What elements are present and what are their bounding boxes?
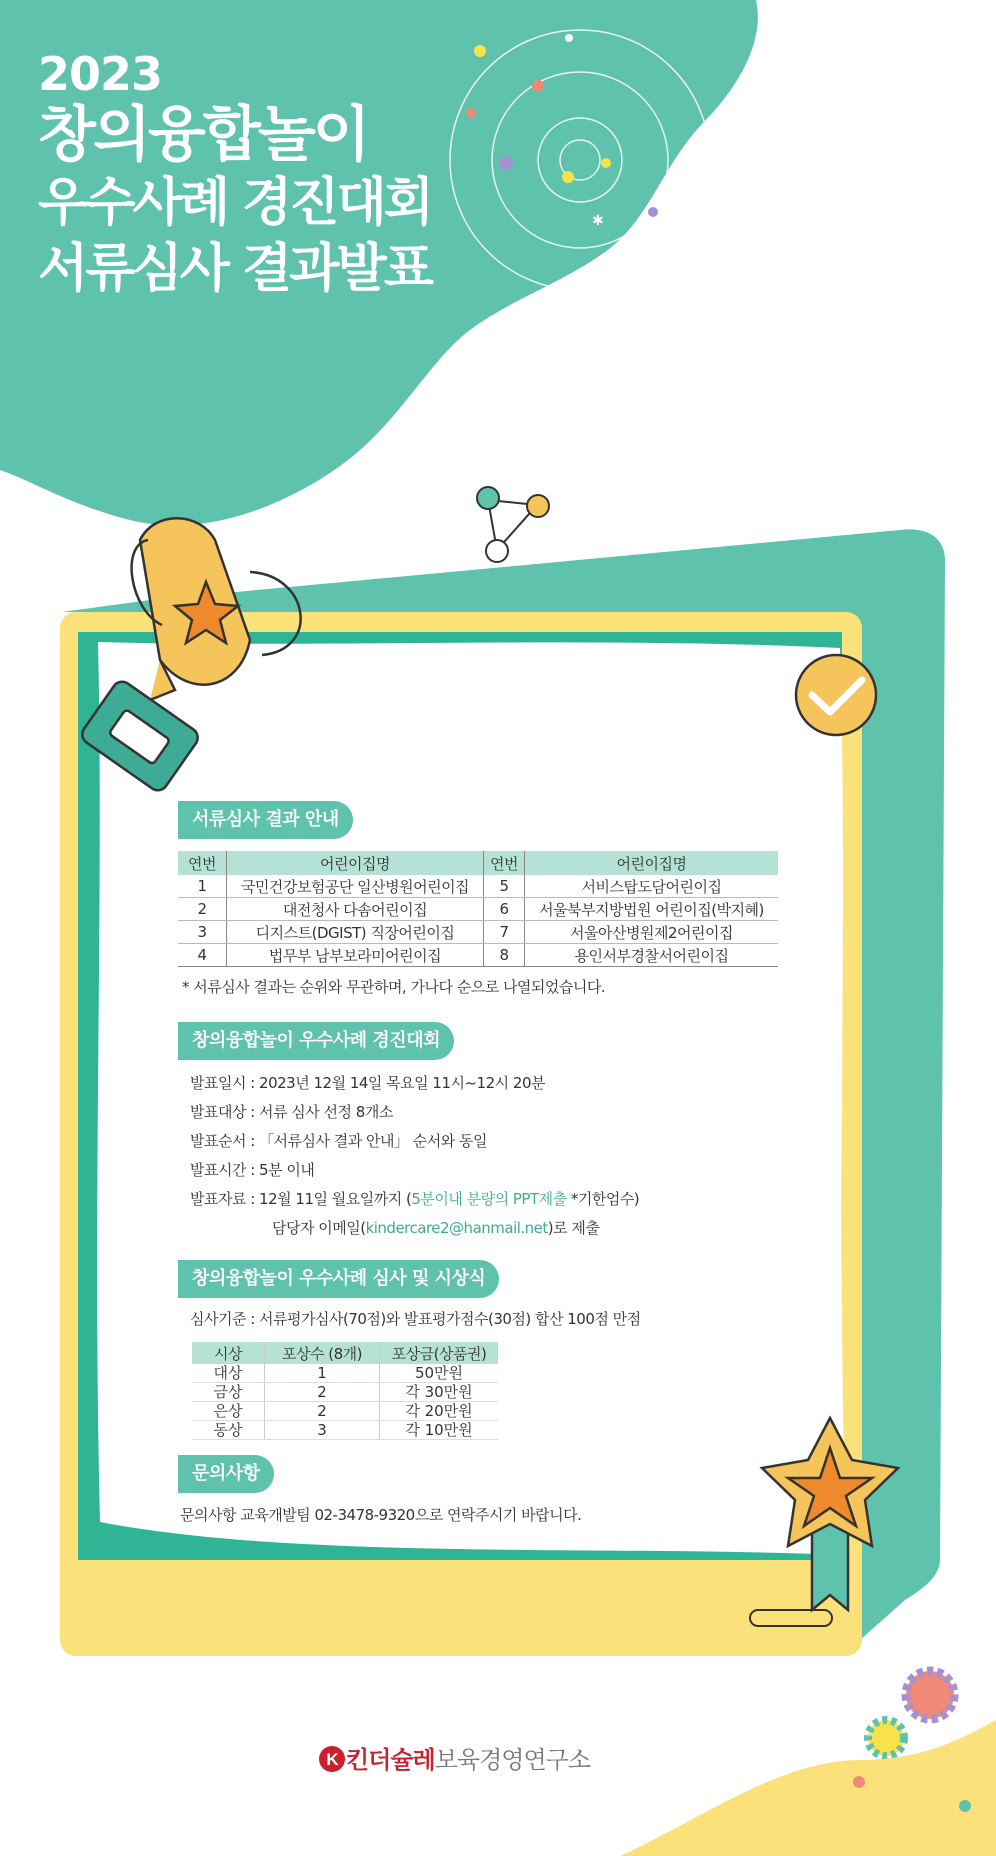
table-cell: 은상 xyxy=(192,1402,265,1421)
contact-email-link[interactable]: kindercare2@hanmail.net xyxy=(365,1219,548,1237)
section-title-awards: 창의융합놀이 우수사례 심사 및 시상식 xyxy=(178,1260,499,1298)
table-header-row xyxy=(192,1342,498,1364)
inquiry-text: 문의사항 교육개발팀 02-3478-9320으로 연락주시기 바랍니다. xyxy=(180,1506,582,1524)
table-cell: 동상 xyxy=(192,1421,265,1440)
table-cell: 1 xyxy=(178,875,227,898)
title-line-3: 서류심사 결과발표 xyxy=(38,239,431,299)
results-table xyxy=(178,851,778,967)
title-line-1: 창의융합놀이 xyxy=(38,100,368,170)
gear-icon xyxy=(868,1671,954,1756)
info-line: 발표시간 : 5분 이내 xyxy=(190,1161,315,1179)
info-line: 발표일시 : 2023년 12월 14일 목요일 11시~12시 20분 xyxy=(190,1074,545,1092)
table-cell: 50만원 xyxy=(380,1364,499,1383)
table-cell: 서비스탑도담어린이집 xyxy=(525,875,779,898)
info-line: 발표대상 : 서류 심사 선정 8개소 xyxy=(190,1103,393,1121)
info-line: 발표순서 : 「서류심사 결과 안내」 순서와 동일 xyxy=(190,1132,487,1150)
brand-emblem-icon xyxy=(318,1745,346,1773)
brand-name-red: 킨더슐레 xyxy=(346,1746,435,1774)
col-header: 어린이집명 xyxy=(227,851,484,875)
material-line xyxy=(190,1188,639,1209)
brand-emblem-letter: K xyxy=(326,1750,338,1769)
table-cell: 대전청사 다솜어린이집 xyxy=(227,898,484,921)
table-header-row xyxy=(178,851,778,875)
section-title-inquiry: 문의사항 xyxy=(178,1455,274,1493)
table-cell: 1 xyxy=(265,1364,380,1383)
table-row xyxy=(178,875,778,898)
table-row xyxy=(192,1383,498,1402)
table-cell: 금상 xyxy=(192,1383,265,1402)
table-cell: 각 30만원 xyxy=(380,1383,499,1402)
section-title-contest: 창의융합놀이 우수사례 경진대회 xyxy=(178,1022,454,1060)
table-row xyxy=(192,1421,498,1440)
table-cell: 2 xyxy=(265,1402,380,1421)
table-cell: 7 xyxy=(484,921,525,944)
section-title-results: 서류심사 결과 안내 xyxy=(178,801,353,839)
table-cell: 5 xyxy=(484,875,525,898)
results-note: * 서류심사 결과는 순위와 무관하며, 가나다 순으로 나열되었습니다. xyxy=(182,978,606,996)
criteria-text: 심사기준 : 서류평가심사(70점)와 발표평가점수(30점) 합산 100점 만점 xyxy=(190,1310,641,1328)
table-cell: 국민건강보험공단 일산병원어린이집 xyxy=(227,875,484,898)
col-header: 어린이집명 xyxy=(525,851,779,875)
table-row xyxy=(192,1364,498,1383)
table-cell: 각 10만원 xyxy=(380,1421,499,1440)
table-row xyxy=(178,921,778,944)
brand-logo xyxy=(318,1740,590,1775)
svg-text:✱: ✱ xyxy=(592,213,604,229)
table-cell: 대상 xyxy=(192,1364,265,1383)
table-row xyxy=(178,898,778,921)
table-row xyxy=(192,1402,498,1421)
table-cell: 6 xyxy=(484,898,525,921)
material-prefix: 발표자료 : 12월 11일 월요일까지 ( xyxy=(190,1190,412,1208)
table-cell: 8 xyxy=(484,944,525,967)
email-prefix: 담당자 이메일( xyxy=(272,1219,366,1237)
table-cell: 용인서부경찰서어린이집 xyxy=(525,944,779,967)
awards-table xyxy=(192,1342,498,1440)
check-badge-icon xyxy=(796,655,876,735)
table-cell: 2 xyxy=(178,898,227,921)
table-row xyxy=(178,944,778,967)
material-suffix: *기한엄수) xyxy=(566,1190,640,1208)
table-cell: 법무부 남부보라미어린이집 xyxy=(227,944,484,967)
email-suffix: )로 제출 xyxy=(547,1219,600,1237)
material-highlight: 5분이내 분량의 PPT제출 xyxy=(411,1190,567,1208)
col-header: 연번 xyxy=(484,851,525,875)
table-cell: 각 20만원 xyxy=(380,1402,499,1421)
col-header: 시상 xyxy=(192,1342,265,1364)
table-cell: 디지스트(DGIST) 직장어린이집 xyxy=(227,921,484,944)
table-cell: 서울아산병원제2어린이집 xyxy=(525,921,779,944)
table-cell: 3 xyxy=(178,921,227,944)
title-line-2: 우수사례 경진대회 xyxy=(38,173,431,233)
brand-name-grey: 보육경영연구소 xyxy=(434,1746,591,1774)
table-cell: 4 xyxy=(178,944,227,967)
molecule-icon xyxy=(477,487,549,562)
email-line xyxy=(272,1217,599,1238)
table-cell: 서울북부지방법원 어린이집(박지혜) xyxy=(525,898,779,921)
col-header: 포상금(상품권) xyxy=(380,1342,499,1364)
col-header: 포상수 (8개) xyxy=(265,1342,380,1364)
table-cell: 3 xyxy=(265,1421,380,1440)
event-year: 2023 xyxy=(38,47,163,101)
col-header: 연번 xyxy=(178,851,227,875)
table-cell: 2 xyxy=(265,1383,380,1402)
